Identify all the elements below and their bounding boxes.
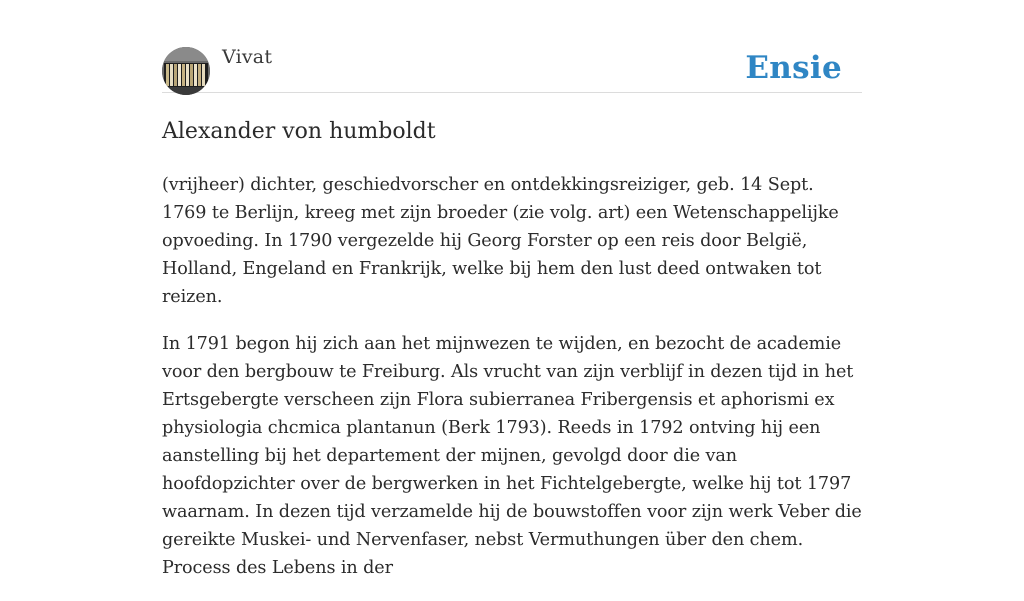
brand-logo[interactable]: Ensie: [745, 50, 842, 86]
author-name[interactable]: Vivat: [222, 46, 273, 68]
article-title: Alexander von humboldt: [162, 119, 436, 144]
avatar[interactable]: [162, 47, 210, 95]
paragraph: (vrijheer) dichter, geschiedvorscher en ontdekkingsreiziger, geb. 14 Sept. 1769 te Berlijn, kreeg met zijn broeder (zie volg. art) een Wetenschappelijke opvoeding. In 1790 vergezelde hij Georg Forster op een reis door België, Holland, Engeland en Frankrijk, welke bij hem den lust deed ontwaken tot reizen.: [162, 175, 839, 307]
paragraph: In 1791 begon hij zich aan het mijnwezen te wijden, en bezocht de academie voor den bergbouw te Freiburg. Als vrucht van zijn verblijf in dezen tijd in het Ertsgebergte verscheen zijn Flora subierranea Fribergensis et aphorismi ex physiologia chcmica plantanun (Berk 1793). Reeds in 1792 ontving hij een aanstelling bij het departement der mijnen, gevolgd door die van hoofdopzichter over de bergwerken in het Fichtelgebergte, welke hij tot 1797 waarnam. In dezen tijd verzamelde hij de bouwstoffen voor zijn werk Veber die gereikte Muskei- und Nervenfaser, nebst Vermuthungen über den chem. Process des Lebens in der: [162, 334, 862, 578]
article-body: [162, 171, 862, 582]
page: [162, 0, 862, 601]
book-spines-icon: [162, 47, 210, 95]
header: [162, 0, 862, 93]
